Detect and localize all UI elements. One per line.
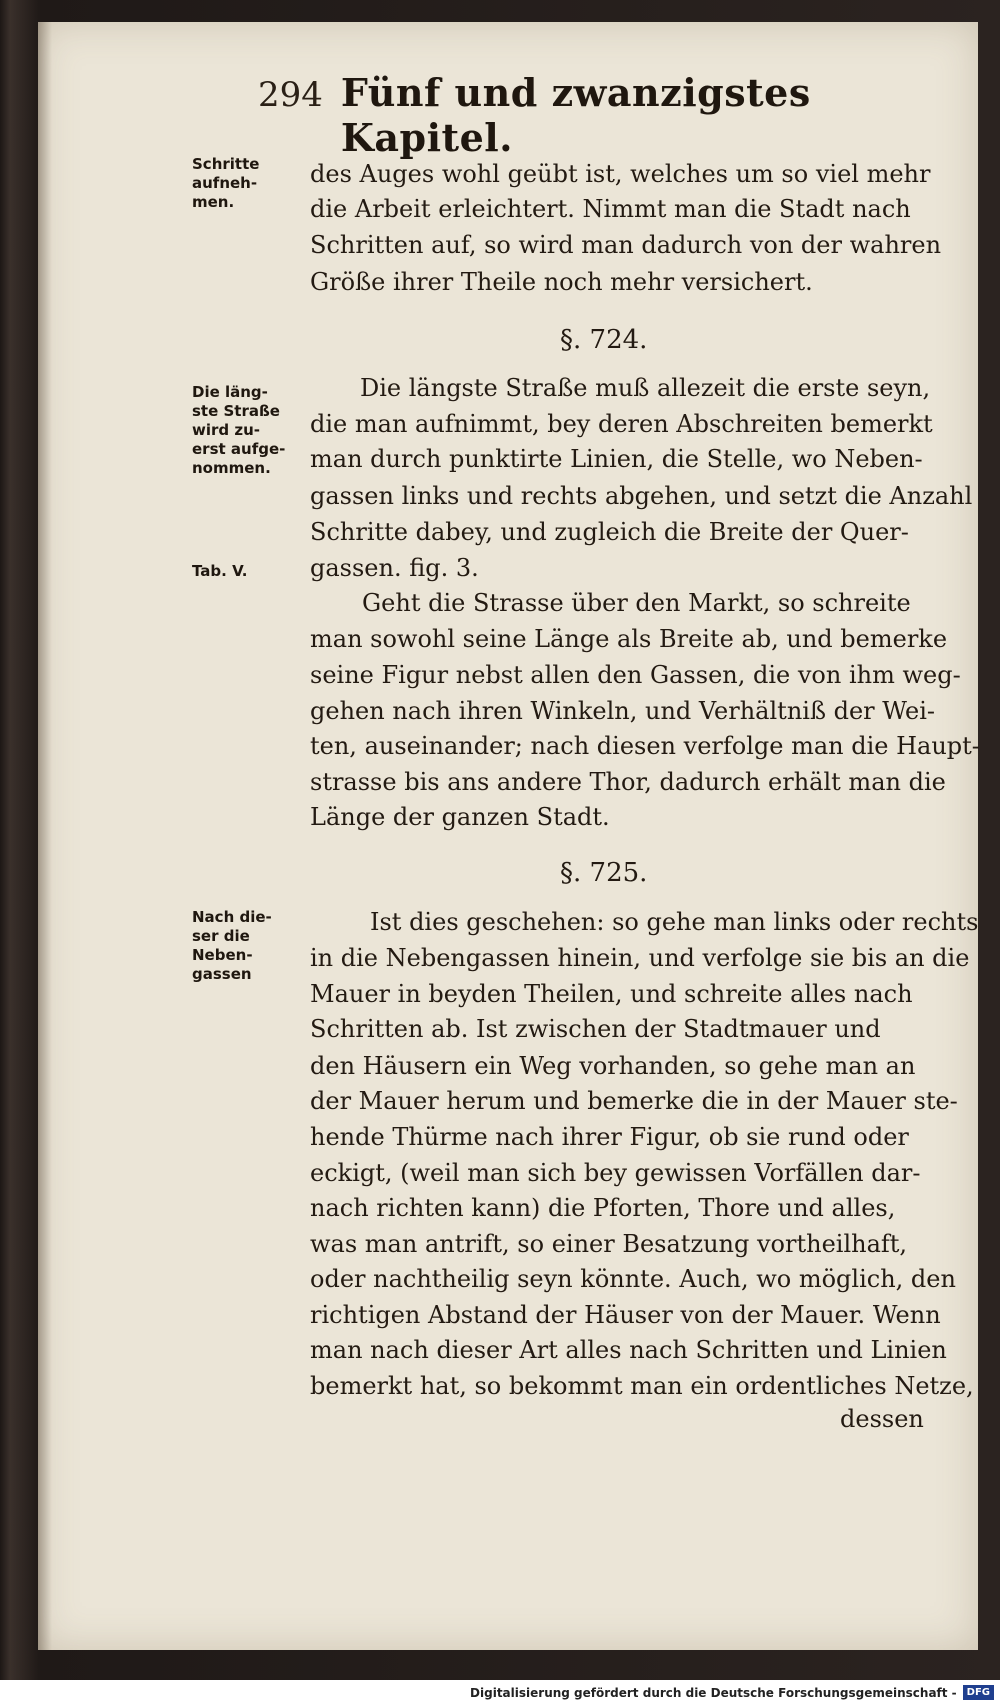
- text-line: nach richten kann) die Pforten, Thore und alles,: [310, 1194, 896, 1222]
- text-line: Länge der ganzen Stadt.: [310, 803, 610, 831]
- margin-note-nebengassen: Nach die- ser die Neben- gassen: [192, 908, 272, 983]
- text-line: Schritten auf, so wird man dadurch von der wahren: [310, 231, 942, 259]
- dfg-logo: DFG: [963, 1685, 994, 1700]
- text-line: Ist dies geschehen: so gehe man links oder rechts: [370, 908, 979, 936]
- section-heading-724: §. 724.: [560, 325, 648, 355]
- margin-note-laengste-strasse: Die läng- ste Straße wird zu- erst aufge- nommen.: [192, 383, 286, 477]
- text-line: in die Nebengassen hinein, und verfolge sie bis an die: [310, 944, 970, 972]
- section-heading-725: §. 725.: [560, 858, 648, 888]
- margin-note-tab: Tab. V.: [192, 562, 248, 580]
- text-line: hende Thürme nach ihrer Figur, ob sie rund oder: [310, 1123, 909, 1151]
- text-line: was man antrift, so einer Besatzung vortheilhaft,: [310, 1230, 908, 1258]
- text-line: gehen nach ihren Winkeln, und Verhältniß der Wei-: [310, 697, 935, 725]
- text-line: Geht die Strasse über den Markt, so schreite: [362, 589, 911, 617]
- running-header: [258, 70, 878, 160]
- digitization-footer: [0, 1680, 1000, 1705]
- text-line: Die längste Straße muß allezeit die erste seyn,: [360, 374, 931, 402]
- text-line: die man aufnimmt, bey deren Abschreiten bemerkt: [310, 410, 933, 438]
- page-number: 294: [258, 75, 323, 115]
- text-line: richtigen Abstand der Häuser von der Mauer. Wenn: [310, 1301, 941, 1329]
- catchword: dessen: [840, 1405, 924, 1433]
- text-line: der Mauer herum und bemerke die in der Mauer ste-: [310, 1087, 958, 1115]
- text-line: seine Figur nebst allen den Gassen, die von ihm weg-: [310, 661, 961, 689]
- margin-note-schritte: Schritte aufneh- men.: [192, 155, 260, 211]
- text-line: bemerkt hat, so bekommt man ein ordentliches Netze,: [310, 1372, 974, 1400]
- text-line: Größe ihrer Theile noch mehr versichert.: [310, 268, 813, 296]
- chapter-title: Fünf und zwanzigstes Kapitel.: [340, 70, 811, 160]
- text-line: eckigt, (weil man sich bey gewissen Vorfällen dar-: [310, 1159, 921, 1187]
- text-line: des Auges wohl geübt ist, welches um so viel mehr: [310, 160, 931, 188]
- text-line: man sowohl seine Länge als Breite ab, und bemerke: [310, 625, 948, 653]
- text-line: gassen. fig. 3.: [310, 554, 479, 582]
- text-line: die Arbeit erleichtert. Nimmt man die Stadt nach: [310, 195, 911, 223]
- text-line: ten, auseinander; nach diesen verfolge man die Haupt-: [310, 732, 980, 760]
- text-line: strasse bis ans andere Thor, dadurch erhält man die: [310, 768, 946, 796]
- text-line: man durch punktirte Linien, die Stelle, wo Neben-: [310, 445, 923, 473]
- text-line: Schritten ab. Ist zwischen der Stadtmauer und: [310, 1015, 881, 1043]
- text-line: Mauer in beyden Theilen, und schreite alles nach: [310, 980, 913, 1008]
- text-line: gassen links und rechts abgehen, und setzt die Anzahl: [310, 482, 973, 510]
- text-line: den Häusern ein Weg vorhanden, so gehe man an: [310, 1052, 916, 1080]
- text-line: oder nachtheilig seyn könnte. Auch, wo möglich, den: [310, 1265, 956, 1293]
- footer-credit: Digitalisierung gefördert durch die Deutsche Forschungsgemeinschaft -: [470, 1685, 957, 1700]
- text-line: Schritte dabey, und zugleich die Breite der Quer-: [310, 518, 909, 546]
- text-line: man nach dieser Art alles nach Schritten und Linien: [310, 1336, 947, 1364]
